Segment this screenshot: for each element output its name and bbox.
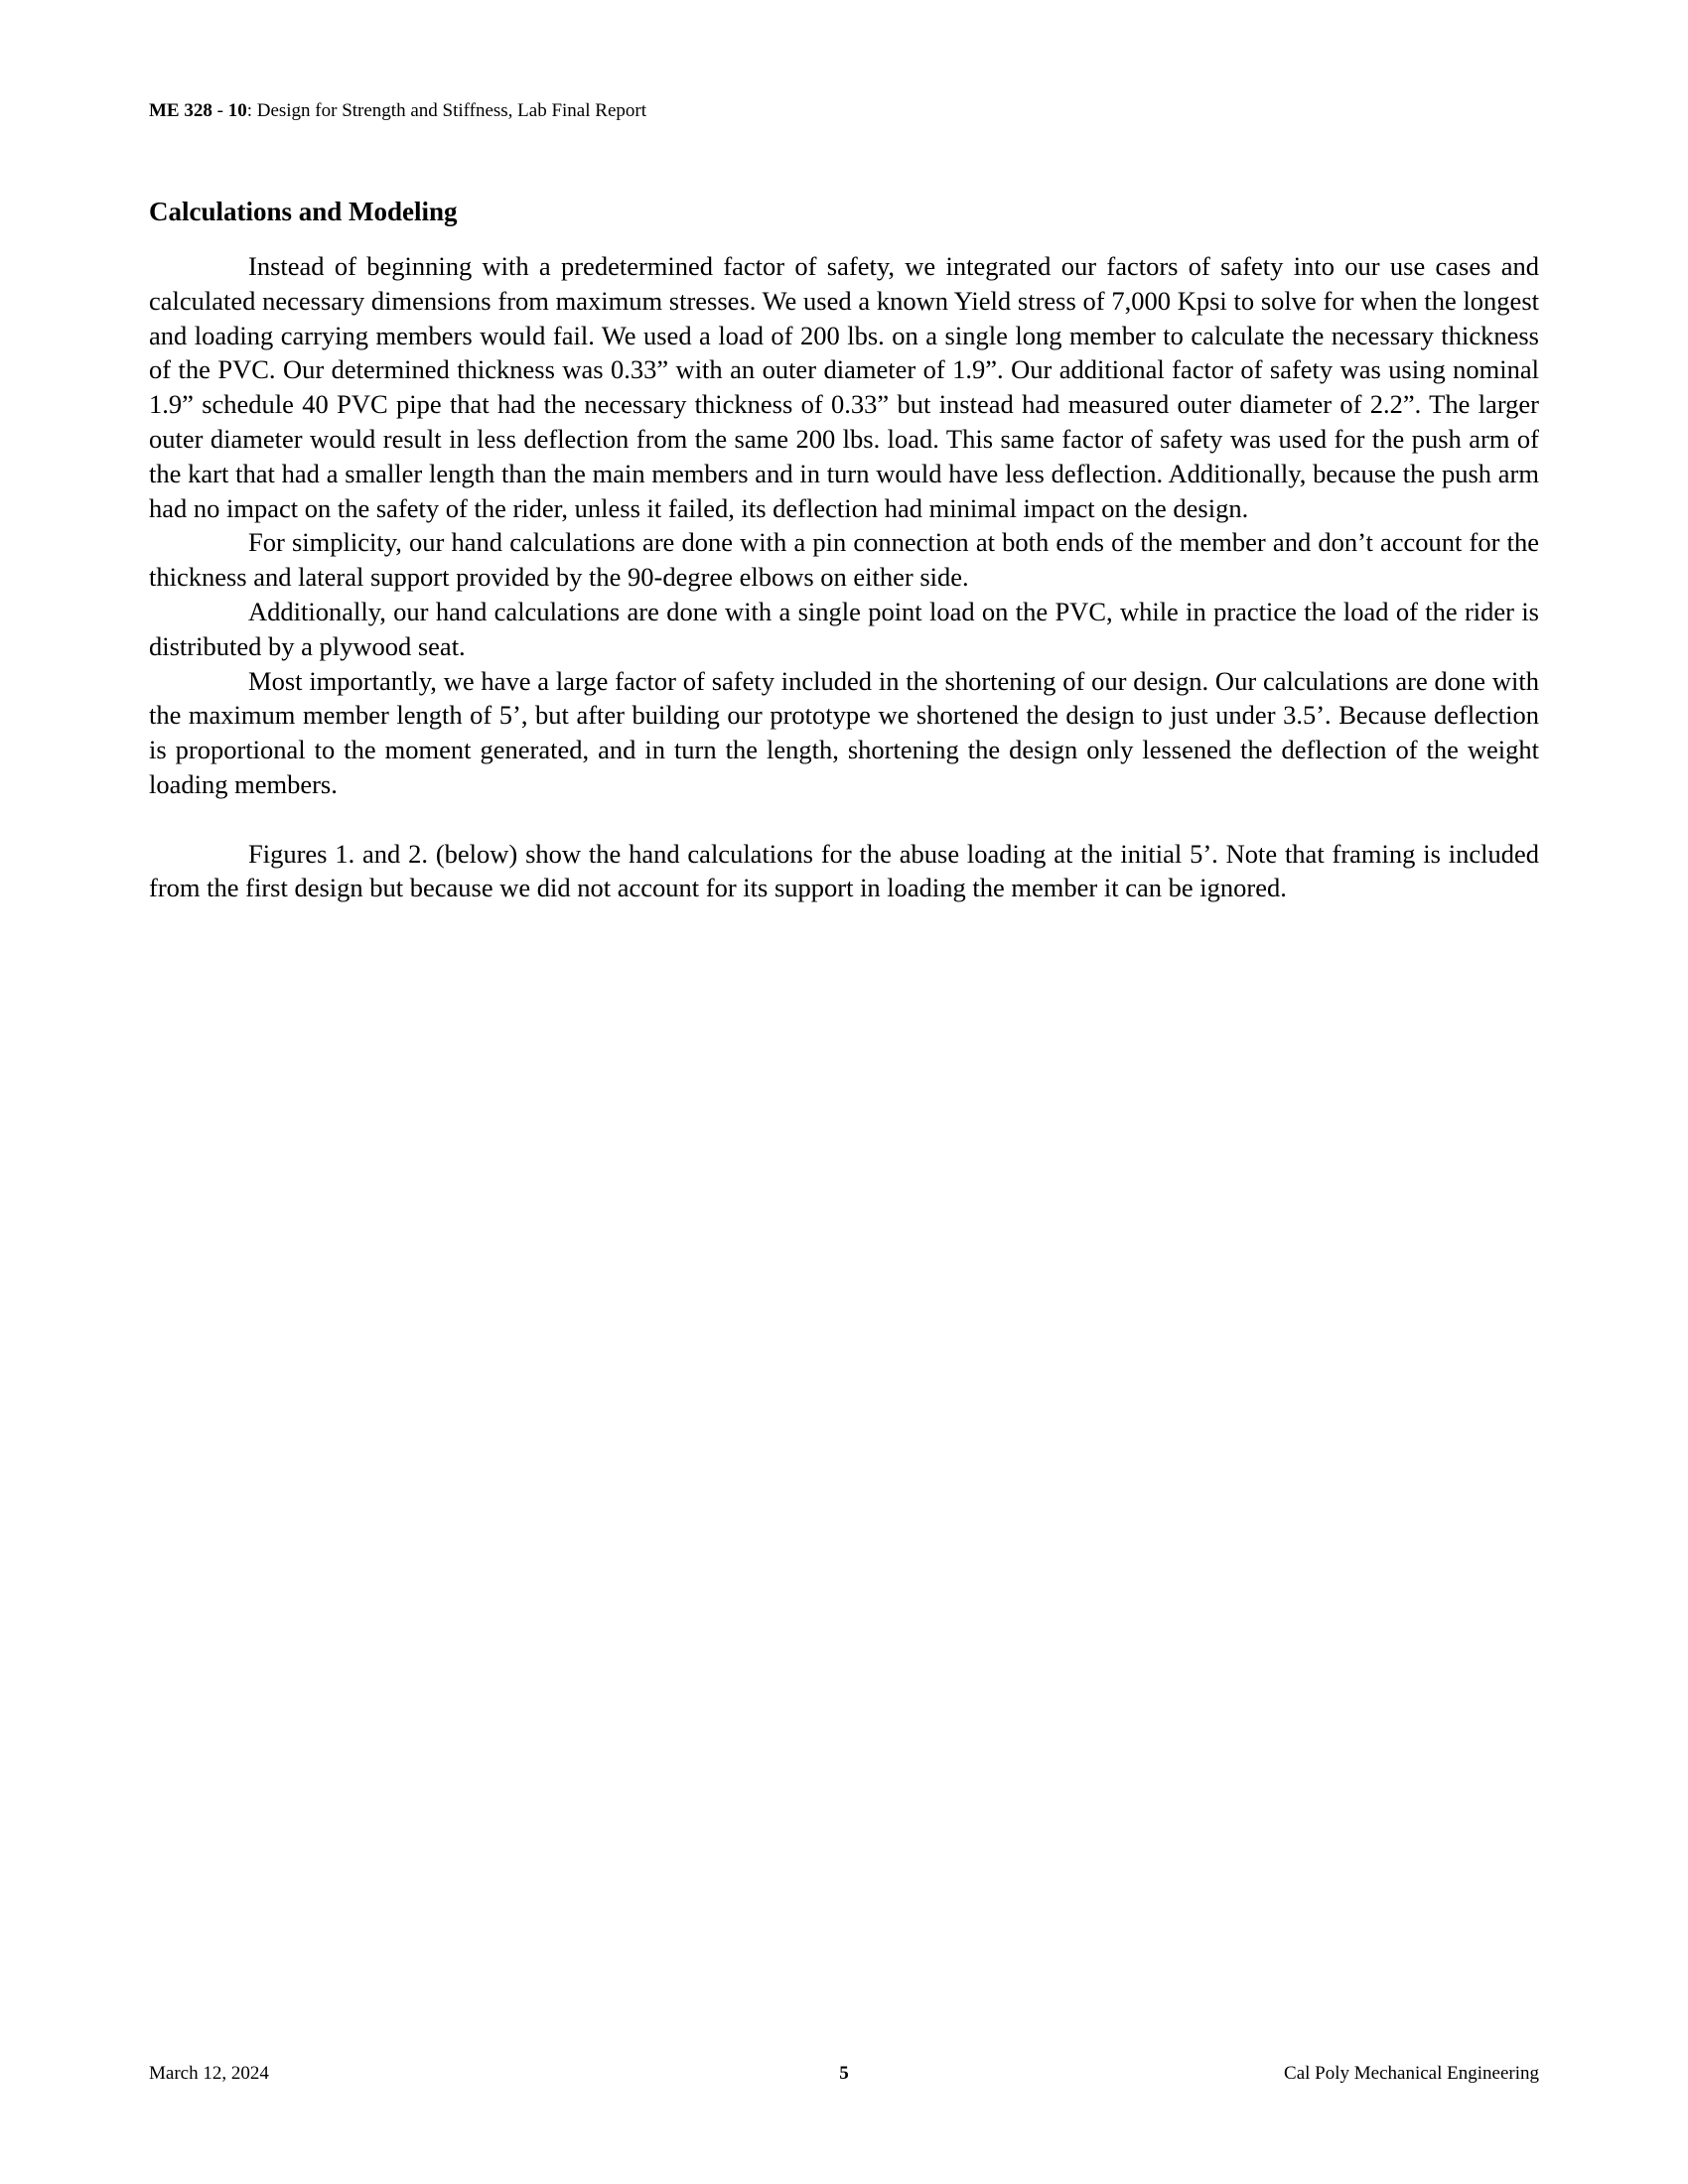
header-course-code: ME 328	[149, 100, 212, 121]
paragraph-shortening: Most importantly, we have a large factor of safety included in the shortening of our design. Our calculations are done with the maximum member length of 5’, but after building our prototype we shortened the design to just under 3.5’. Because deflection is proportional to the moment generated, and in turn the length, shortening the design only lessened the deflection of the weight loading members.	[149, 665, 1539, 799]
running-header	[149, 99, 646, 123]
footer-page-number: 5	[839, 2063, 849, 2084]
header-section-number: 10	[227, 100, 247, 121]
page-footer	[149, 2061, 1539, 2087]
paragraph-figures-reference: Figures 1. and 2. (below) show the hand calculations for the abuse loading at the initial 5’. Note that framing is included from the first design but because we did not account for its support in loading the member it can be ignored.	[149, 838, 1539, 903]
page-body	[149, 195, 1539, 905]
footer-organization: Cal Poly Mechanical Engineering	[1284, 2063, 1539, 2084]
paragraph-safety-factor: Instead of beginning with a predetermined factor of safety, we integrated our factors of safety into our use cases and calculated necessary dimensions from maximum stresses. We used a known Yield stress of 7,000 Kpsi to solve for when the longest and loading carrying members would fail. We used a load of 200 lbs. on a single long member to calculate the necessary thickness of the PVC. Our determined thickness was 0.33” with an outer diameter of 1.9”. Our additional factor of safety was using nominal 1.9” schedule 40 PVC pipe that had the necessary thickness of 0.33” but instead had measured outer diameter of 2.2”. The larger outer diameter would result in less deflection from the same 200 lbs. load. This same factor of safety was used for the push arm of the kart that had a smaller length than the main members and in turn would have less deflection. Additionally, because the push arm had no impact on the safety of the rider, unless it failed, its deflection had minimal impact on the design.	[149, 251, 1539, 523]
footer-date: March 12, 2024	[149, 2063, 269, 2084]
header-separator: -	[211, 100, 228, 121]
paragraph-point-load: Additionally, our hand calculations are done with a single point load on the PVC, while in practice the load of the rider is distributed by a plywood seat.	[149, 596, 1539, 661]
section-heading: Calculations and Modeling	[149, 197, 458, 226]
header-report-title: : Design for Strength and Stiffness, Lab Final Report	[246, 100, 646, 121]
paragraph-pin-connection: For simplicity, our hand calculations are done with a pin connection at both ends of the member and don’t account for the thickness and lateral support provided by the 90-degree elbows on either side.	[149, 527, 1539, 593]
